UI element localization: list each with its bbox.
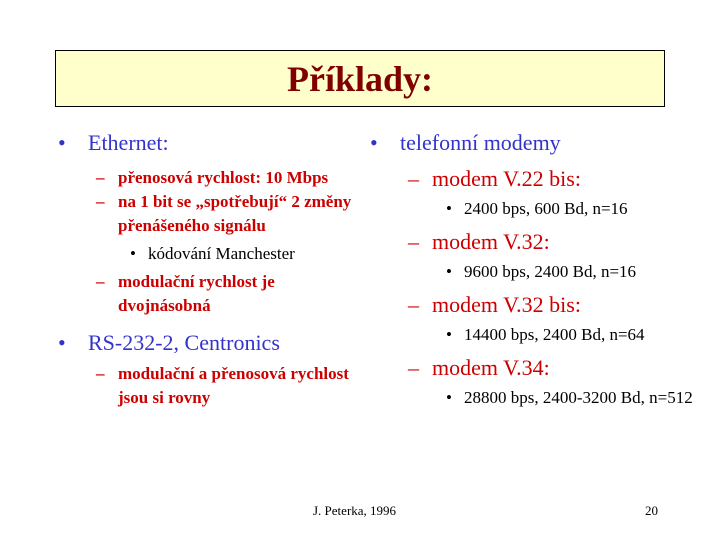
modem-v32 (370, 227, 700, 257)
modem-v32bis (370, 290, 700, 320)
modem-v34-name: modem V.34: (432, 355, 550, 380)
dash-icon: – (96, 364, 105, 383)
modem-v22bis-detail-text: 2400 bps, 600 Bd, n=16 (464, 199, 628, 218)
modem-v32bis-detail-text: 14400 bps, 2400 Bd, n=64 (464, 325, 645, 344)
bullet-icon: • (370, 130, 378, 155)
modem-v32-detail (370, 260, 700, 284)
modem-v34-detail (370, 386, 700, 410)
manchester-text: kódování Manchester (148, 244, 295, 263)
modems-heading: telefonní modemy (400, 130, 561, 155)
title-box (55, 50, 665, 107)
bullet-rs232 (58, 328, 358, 358)
rs232-item-text: modulační a přenosová rychlost jsou si rovny (118, 364, 349, 407)
ethernet-item-modulation (58, 270, 358, 318)
dash-icon: – (96, 192, 105, 211)
ethernet-item-changes (58, 190, 358, 238)
dash-icon: – (408, 292, 419, 317)
dash-icon: – (96, 272, 105, 291)
bullet-ethernet (58, 128, 358, 158)
page-number: 20 (645, 503, 658, 518)
ethernet-subitem-manchester (58, 242, 358, 266)
modem-v22bis (370, 164, 700, 194)
bullet-icon: • (58, 330, 66, 355)
modem-v34 (370, 353, 700, 383)
ethernet-item-rate-text: přenosová rychlost: 10 Mbps (118, 168, 329, 187)
rs232-item (58, 362, 358, 410)
bullet-icon: • (446, 199, 452, 218)
rs232-label: RS-232-2, Centronics (88, 330, 280, 355)
dash-icon: – (96, 168, 105, 187)
modem-v32bis-name: modem V.32 bis: (432, 292, 581, 317)
modem-v32-name: modem V.32: (432, 229, 550, 254)
left-column (58, 128, 358, 410)
ethernet-item-rate (58, 166, 358, 190)
bullet-icon: • (130, 244, 136, 263)
modem-v22bis-detail (370, 197, 700, 221)
modem-v34-detail-text: 28800 bps, 2400-3200 Bd, n=512 (464, 388, 693, 407)
dash-icon: – (408, 355, 419, 380)
dash-icon: – (408, 229, 419, 254)
right-column (370, 128, 700, 410)
dash-icon: – (408, 166, 419, 191)
ethernet-item-changes-text: na 1 bit se „spotřebují“ 2 změny přenášeného signálu (118, 192, 352, 235)
modem-v32bis-detail (370, 323, 700, 347)
bullet-icon: • (446, 388, 452, 407)
bullet-icon: • (446, 262, 452, 281)
ethernet-label: Ethernet: (88, 130, 169, 155)
bullet-icon: • (446, 325, 452, 344)
modem-v22bis-name: modem V.22 bis: (432, 166, 581, 191)
bullet-modems (370, 128, 700, 158)
footer-author: J. Peterka, 1996 (313, 503, 397, 518)
slide-title: Příklady: (286, 58, 433, 99)
ethernet-item-modulation-text: modulační rychlost je dvojnásobná (118, 272, 275, 315)
modem-v32-detail-text: 9600 bps, 2400 Bd, n=16 (464, 262, 637, 281)
bullet-icon: • (58, 130, 66, 155)
